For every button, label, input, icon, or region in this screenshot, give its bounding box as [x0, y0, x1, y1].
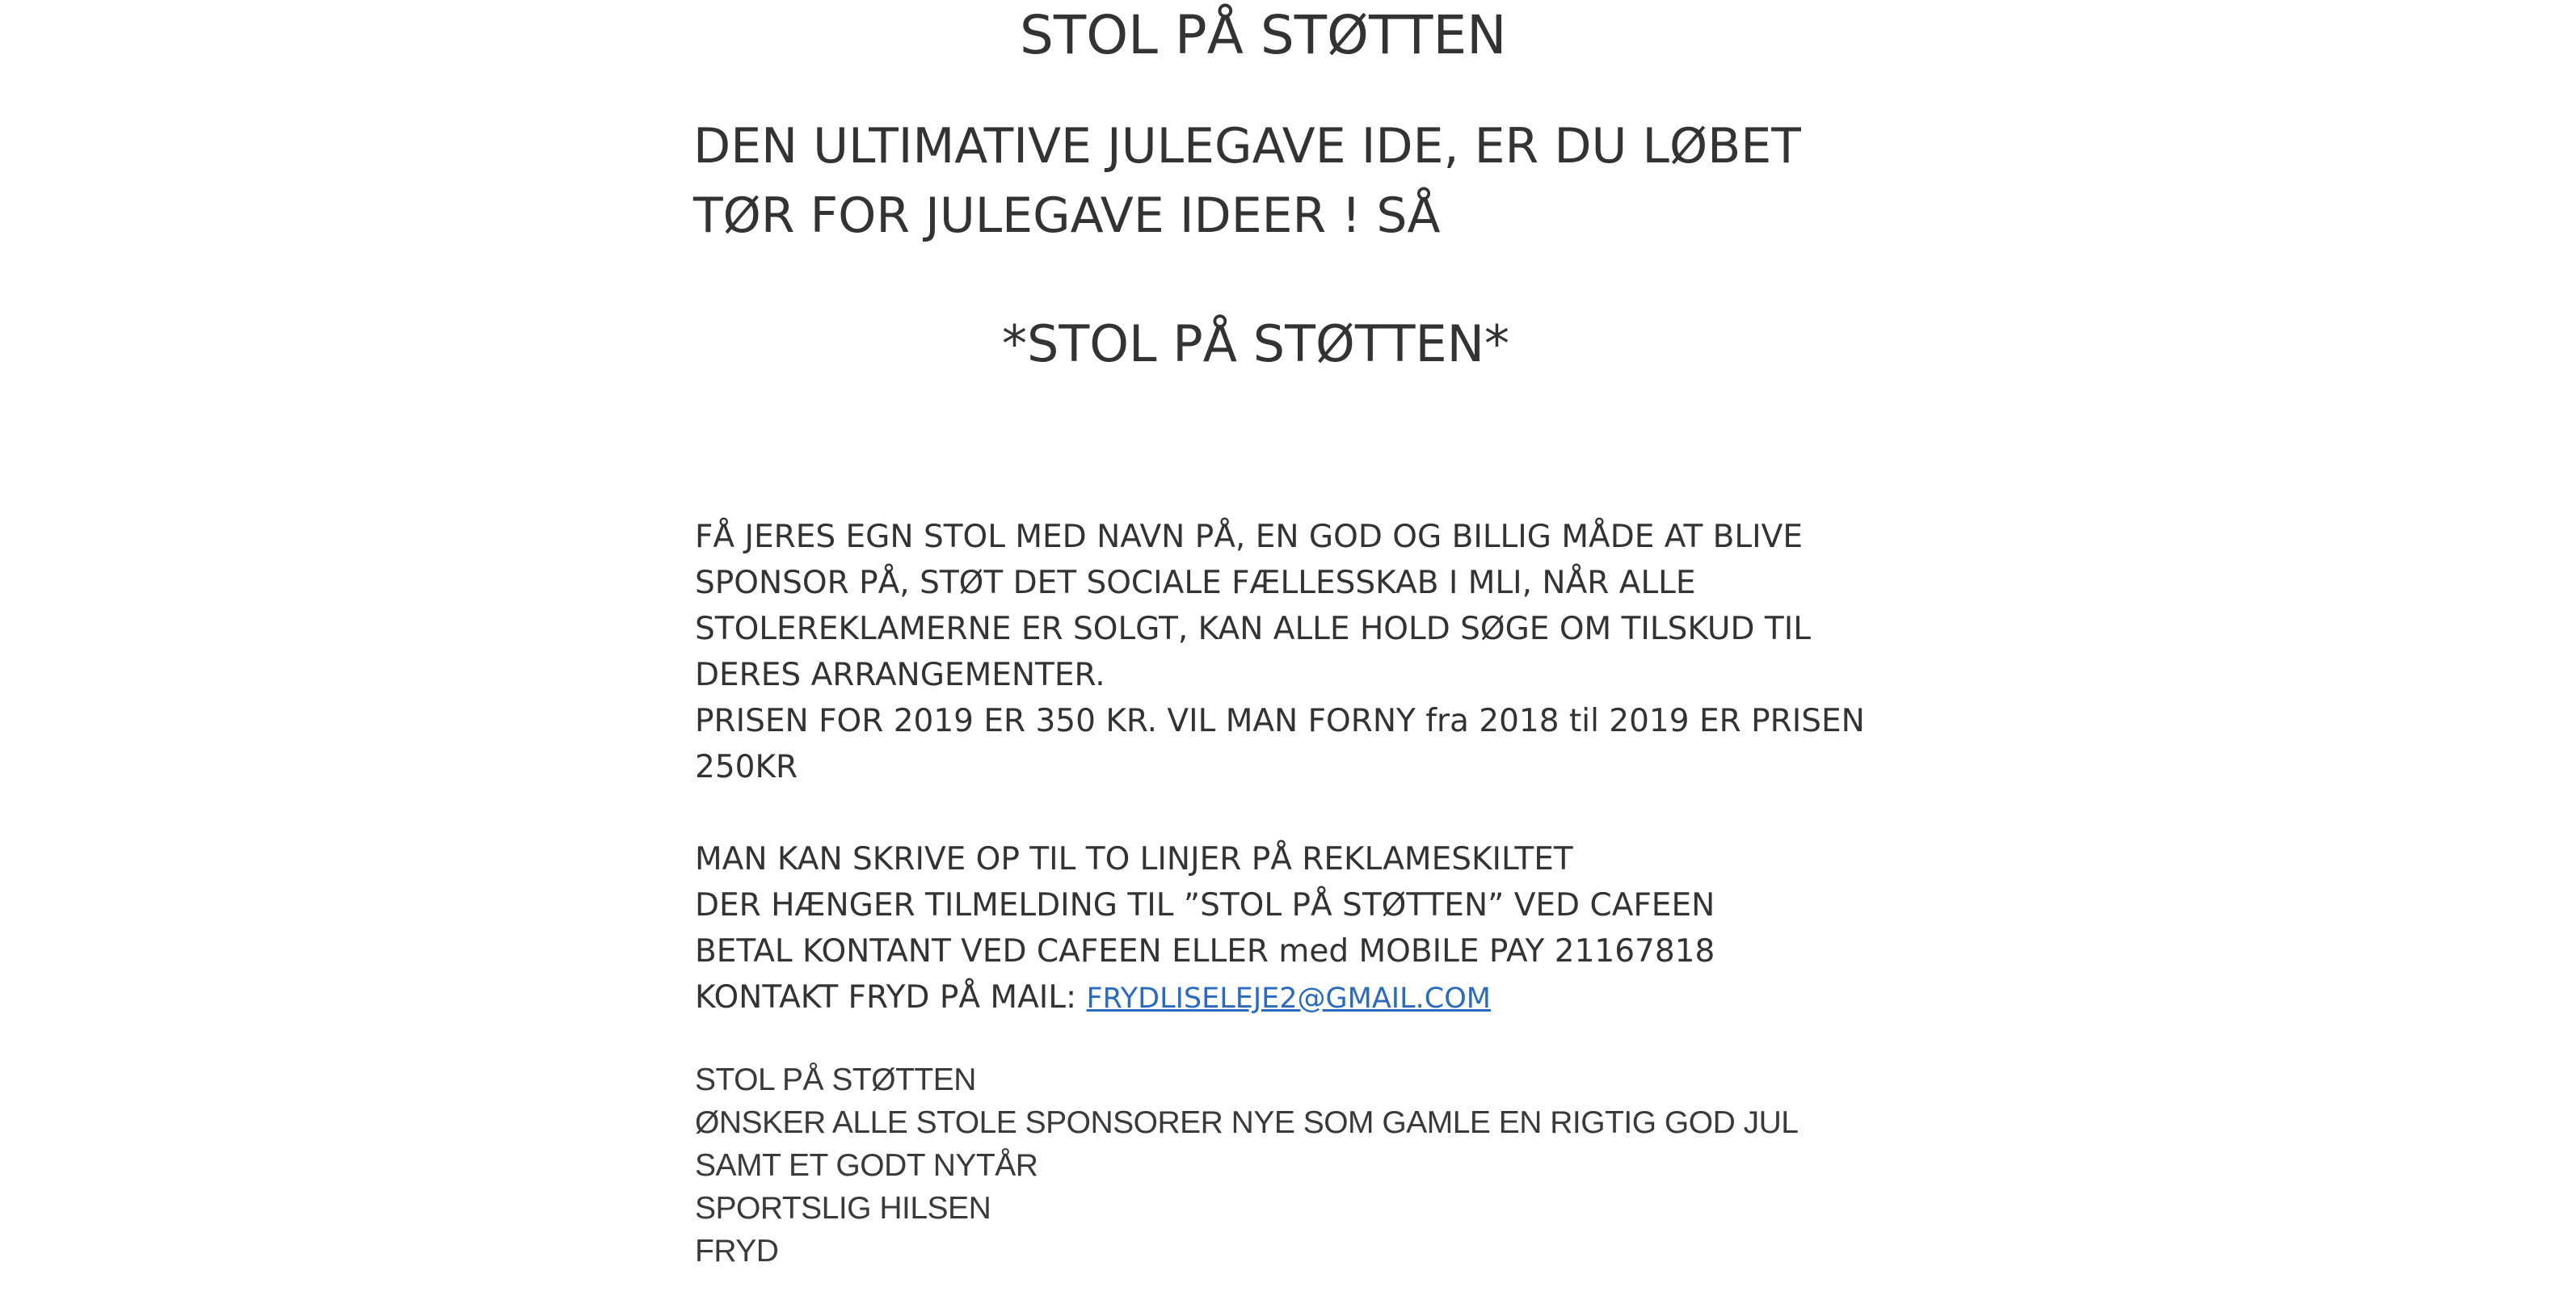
closing-line-1: STOL PÅ STØTTEN: [695, 1062, 976, 1097]
closing-line-4: SPORTSLIG HILSEN: [695, 1191, 991, 1226]
contact-mail-line: [695, 974, 1715, 1022]
body-line: STOLEREKLAMERNE ER SOLGT, KAN ALLE HOLD SØGE OM TILSKUD TIL: [695, 611, 1811, 647]
subtitle: *STOL PÅ STØTTEN*: [1002, 314, 1510, 373]
body-line: DERES ARRANGEMENTER.: [695, 657, 1105, 693]
closing-line-2: ØNSKER ALLE STOLE SPONSORER NYE SOM GAMLE EN RIGTIG GOD JUL: [695, 1105, 1799, 1140]
body-paragraph: [695, 514, 1865, 790]
contact-line-2: DER HÆNGER TILMELDING TIL ”STOL PÅ STØTTEN” VED CAFEEN: [695, 887, 1715, 924]
closing-signature: FRYD: [695, 1234, 779, 1269]
headline: [693, 112, 1801, 250]
headline-line-2: TØR FOR JULEGAVE IDEER ! SÅ: [693, 187, 1441, 244]
contact-mail-prefix: KONTAKT FRYD PÅ MAIL:: [695, 979, 1087, 1016]
body-line: 250KR: [695, 749, 798, 785]
body-line: SPONSOR PÅ, STØT DET SOCIALE FÆLLESSKAB I MLI, NÅR ALLE: [695, 565, 1696, 601]
page-title: STOL PÅ STØTTEN: [1020, 4, 1507, 66]
closing-greeting: [695, 1058, 1798, 1273]
contact-line-1: MAN KAN SKRIVE OP TIL TO LINJER PÅ REKLAMESKILTET: [695, 841, 1573, 877]
email-link[interactable]: FRYDLISELEJE2@GMAIL.COM: [1086, 983, 1491, 1015]
contact-info: [695, 836, 1715, 1022]
headline-line-1: DEN ULTIMATIVE JULEGAVE IDE, ER DU LØBET: [693, 118, 1801, 175]
closing-line-3: SAMT ET GODT NYTÅR: [695, 1148, 1038, 1183]
body-line: FÅ JERES EGN STOL MED NAVN PÅ, EN GOD OG BILLIG MÅDE AT BLIVE: [695, 519, 1803, 555]
body-line: PRISEN FOR 2019 ER 350 KR. VIL MAN FORNY fra 2018 til 2019 ER PRISEN: [695, 703, 1865, 739]
contact-line-3: BETAL KONTANT VED CAFEEN ELLER med MOBILE PAY 21167818: [695, 933, 1715, 970]
